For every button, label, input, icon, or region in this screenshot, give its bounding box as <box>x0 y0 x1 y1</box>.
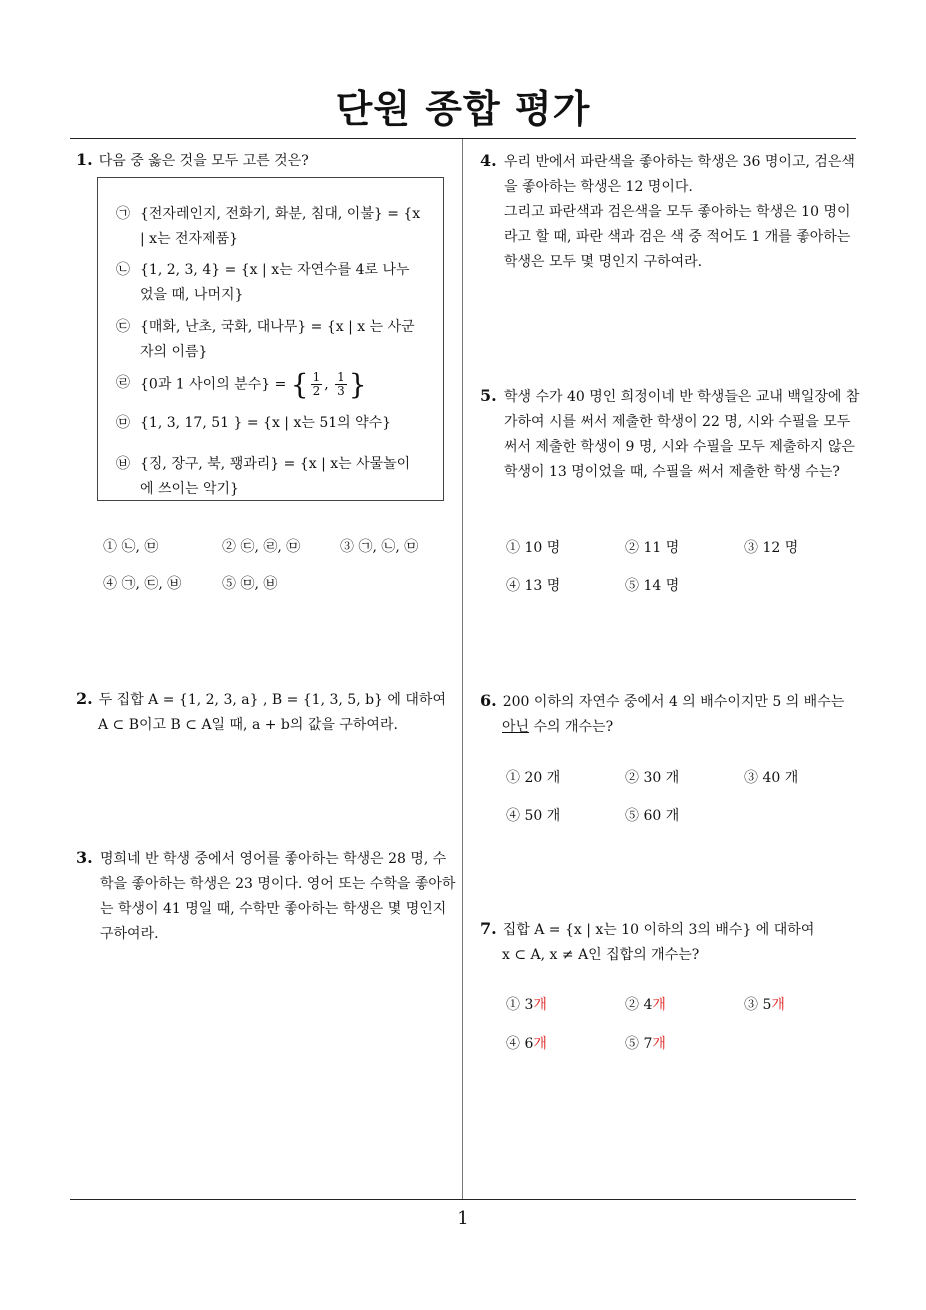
option-unit: 개 <box>533 997 547 1013</box>
answer-option[interactable] <box>744 994 785 1014</box>
question-number: 2. <box>76 689 93 708</box>
answer-option[interactable]: ④ 50 개 <box>506 808 561 824</box>
option-label: ① 3 <box>506 997 534 1013</box>
answer-option[interactable]: ⑤ 14 명 <box>625 578 680 594</box>
answer-option[interactable]: ③ 12 명 <box>744 540 799 556</box>
page-title: 단원 종합 평가 <box>335 87 591 131</box>
question-text: 두 집합 A = {1, 2, 3, a} , B = {1, 3, 5, b} 에 대하여 <box>98 692 446 708</box>
question-text: 학생 수가 40 명인 희정이네 반 학생들은 교내 백일장에 참가하여 시를 써서 제출한 학생이 22 명, 시와 수필을 모두 써서 제출한 학생이 9 명, 시와 수필을 모두 제출하지 않은 학생이 13 명이었을 때, 수필을 써서 제출한 학생 수는? <box>504 389 860 480</box>
option-unit: 개 <box>652 1036 666 1052</box>
fraction <box>311 371 323 398</box>
answer-option[interactable]: ④ ㉠, ㉢, ㉥ <box>103 576 182 592</box>
question-1 <box>76 147 446 174</box>
answer-option[interactable]: ⑤ ㉤, ㉥ <box>222 576 278 592</box>
option-unit: 개 <box>771 997 785 1013</box>
answer-option[interactable]: ② 30 개 <box>625 770 680 786</box>
denominator: 2 <box>312 384 321 398</box>
question-7 <box>480 916 860 968</box>
question-number: 5. <box>480 386 497 405</box>
answer-option[interactable] <box>625 994 666 1014</box>
numerator: 1 <box>312 370 321 384</box>
question-number: 3. <box>76 848 93 867</box>
answer-option[interactable]: ④ 13 명 <box>506 578 561 594</box>
statement-mark: ㉤ <box>116 415 130 431</box>
question-text: A ⊂ B이고 B ⊂ A일 때, a + b의 값을 구하여라. <box>98 717 398 733</box>
column-divider <box>462 139 463 1200</box>
statement-text: {1, 2, 3, 4} = {x | x는 자연수를 4로 나누었을 때, 나머지} <box>140 262 410 303</box>
answer-option[interactable]: ⑤ 60 개 <box>625 808 680 824</box>
answer-option[interactable]: ① 10 명 <box>506 540 561 556</box>
statement-mark: ㉥ <box>116 456 130 472</box>
statement-item <box>116 258 421 308</box>
statement-mark: ㉢ <box>116 319 130 335</box>
question-text: 다음 중 옳은 것을 모두 고른 것은? <box>98 153 309 169</box>
answer-option[interactable] <box>506 1033 547 1053</box>
question-number: 1. <box>76 150 93 169</box>
statement-mark: ㉠ <box>116 206 130 222</box>
question-text: 집합 A = {x | x는 10 이하의 3의 배수} 에 대하여 <box>502 922 815 938</box>
fraction <box>335 371 347 398</box>
option-label: ④ 6 <box>506 1036 534 1052</box>
question-number: 6. <box>480 691 497 710</box>
top-rule <box>70 138 856 139</box>
statement-text: {1, 3, 17, 51 } = {x | x는 51의 약수} <box>140 415 392 431</box>
question-text: 수의 개수는? <box>529 719 614 735</box>
option-label: ② 4 <box>625 997 653 1013</box>
question-text: 우리 반에서 파란색을 좋아하는 학생은 36 명이고, 검은색을 좋아하는 학생은 12 명이다. <box>504 154 855 195</box>
numerator: 1 <box>337 370 345 384</box>
statement-text: {전자레인지, 전화기, 화분, 침대, 이불} = {x | x는 전자제품} <box>140 206 421 247</box>
bottom-rule <box>70 1199 856 1200</box>
answer-option[interactable]: ① 20 개 <box>506 770 561 786</box>
answer-option[interactable]: ③ ㉠, ㉡, ㉤ <box>340 539 419 555</box>
question-text-line <box>480 719 613 735</box>
statement-mark: ㉡ <box>116 262 130 278</box>
statement-text-part: {0과 1 사이의 분수} = <box>140 376 287 393</box>
answer-option[interactable]: ② ㉢, ㉣, ㉤ <box>222 539 301 555</box>
question-text: 명희네 반 학생 중에서 영어를 좋아하는 학생은 28 명, 수학을 좋아하는 학생은 23 명이다. 영어 또는 수학을 좋아하는 학생이 41 명일 때, 수학만 좋아하는 학생은 몇 명인지 구하여라. <box>100 851 456 942</box>
option-label: ③ 5 <box>744 997 772 1013</box>
underlined-word: 아닌 <box>502 719 530 735</box>
question-text: 그리고 파란색과 검은색을 모두 좋아하는 학생은 10 명이라고 할 때, 파란 색과 검은 색 중 적어도 1 개를 좋아하는 학생은 모두 몇 명인지 구하여라. <box>504 204 851 270</box>
answer-option[interactable] <box>625 1033 666 1053</box>
answer-option[interactable] <box>506 994 547 1014</box>
question-number: 7. <box>480 919 497 938</box>
answer-option[interactable]: ② 11 명 <box>625 540 680 556</box>
statement-text: {0과 1 사이의 분수} = { $\frac{1}{2}$ , $\frac{1}{3}$ } <box>140 368 367 401</box>
question-3 <box>76 845 458 947</box>
statement-text: {매화, 난초, 국화, 대나무} = {x | x 는 사군자의 이름} <box>140 319 415 360</box>
statement-item <box>116 202 421 252</box>
option-unit: 개 <box>652 997 666 1013</box>
answer-option[interactable]: ③ 40 개 <box>744 770 799 786</box>
denominator: 3 <box>337 384 345 398</box>
question-text: x ⊂ A, x ≠ A인 집합의 개수는? <box>502 947 700 963</box>
question-text: 200 이하의 자연수 중에서 4 의 배수이지만 5 의 배수는 <box>502 694 845 710</box>
answer-option[interactable]: ① ㉡, ㉤ <box>103 539 159 555</box>
question-number: 4. <box>480 151 497 170</box>
statement-text: {징, 장구, 북, 꽹과리} = {x | x는 사물놀이에 쓰이는 악기} <box>140 456 411 497</box>
statement-mark: ㉣ <box>116 375 130 391</box>
option-label: ⑤ 7 <box>625 1036 653 1052</box>
close-brace: } <box>348 368 367 401</box>
statement-item <box>116 411 421 436</box>
statement-item <box>116 315 421 365</box>
question-5 <box>480 383 860 485</box>
open-brace: { <box>290 368 309 401</box>
question-2 <box>76 686 458 738</box>
statement-item <box>116 452 421 502</box>
question-6 <box>480 688 860 740</box>
statement-item <box>116 368 421 401</box>
statement-box <box>97 177 444 501</box>
option-unit: 개 <box>533 1036 547 1052</box>
page-number: 1 <box>457 1208 469 1229</box>
question-4 <box>480 148 860 275</box>
